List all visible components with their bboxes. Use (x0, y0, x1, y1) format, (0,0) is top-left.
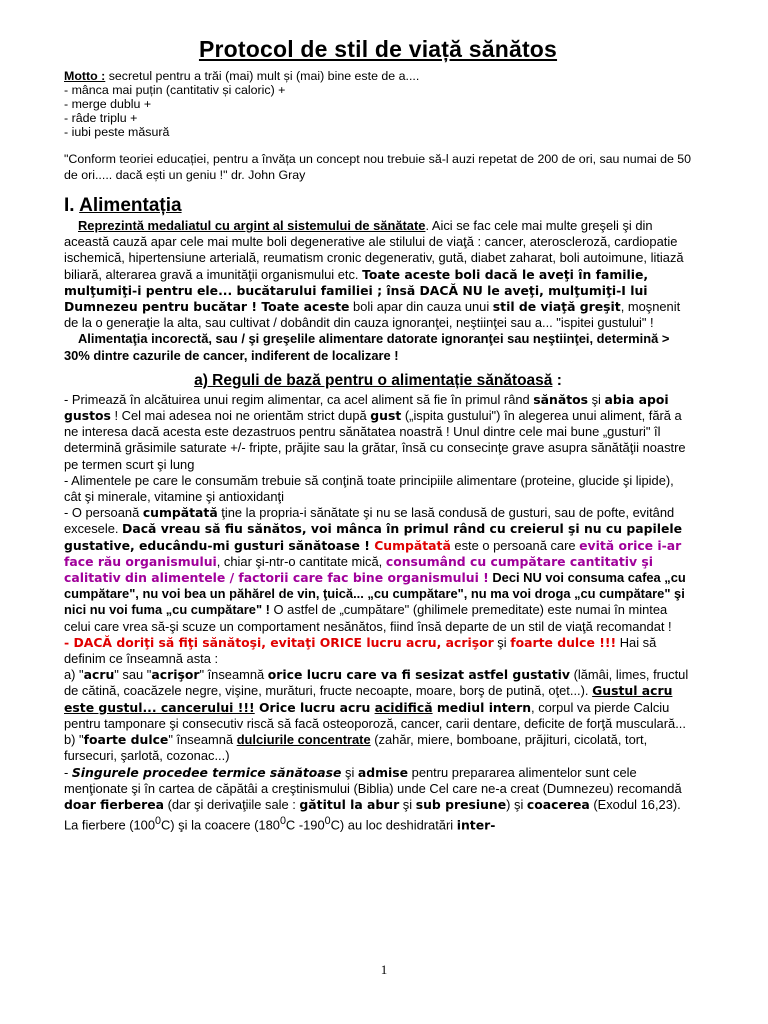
rule-bold: Orice lucru acru (254, 699, 375, 715)
rule-text: " înseamnă (199, 667, 268, 683)
rule-text: C) au loc deshidratări (330, 817, 457, 833)
rule-text: - (64, 764, 72, 780)
rule-paragraph (64, 635, 692, 667)
motto-text: secretul pentru a trăi (mai) mult și (mai) bine este de a.... (105, 69, 420, 83)
rule-text: (lămâi, limes, fructul de cătină, coacăzele negre, vişine, murături, fructe necoapte, moare, borş de putină, oţet...). (64, 667, 689, 699)
rule-bold: orice lucru care va fi sesizat astfel gustativ (267, 667, 570, 683)
rule-paragraph (64, 765, 692, 834)
section-intro-paragraph (64, 218, 692, 331)
rule-text: ţine la propria-i sănătate şi nu se lasă condusă de gusturi, sau de pofte, evitând excesele. (64, 505, 675, 537)
degree-superscript: 0 (155, 815, 161, 828)
intro-bold-statement: Toate aceste boli dacă le aveţi în familie, mulţumiţi-i pentru ele... bucătarului familiei ; însă DACĂ NU le aveţi, mulţumiţi-I lui Dumnezeu pentru bucătar ! Toate aceste (64, 266, 649, 315)
rule-purple-bold: consumând cu cumpătare cantitativ şi calitativ din alimentele / factorii care fac bine organismului ! (64, 553, 654, 586)
intro-text-2: boli apar din cauza unui (349, 299, 493, 315)
rule-text: şi (493, 634, 511, 650)
rule-text: şi (399, 796, 416, 812)
rule-bold: cumpătată (142, 505, 218, 521)
intro-bold-phrase: stil de viaţă greşit (492, 299, 621, 315)
rule-text: O astfel de „cumpătare" (ghilimele premeditate) este numai în mintea celui care vrea să-şi scuze un comportament nesănătos, fiind însă departe de un stil de viaţă recomandat ! (64, 602, 672, 634)
rule-bold: acrişor (151, 667, 200, 683)
rule-text: (zahăr, miere, bomboane, prăjituri, cicolată, tort, fursecuri, şarlotă, cozonac...) (64, 732, 648, 764)
rule-text: ! Cel mai adesea noi ne orientăm strict după (110, 408, 371, 424)
rule-text: - Primează în alcătuirea unui regim alimentar, ca acel aliment să fie în primul rând (64, 391, 534, 407)
motto-item: - mânca mai puțin (cantitativ și caloric) + (64, 83, 286, 97)
rule-text: " sau " (114, 667, 152, 683)
section-warning-paragraph: Alimentaţia incorectă, sau / şi greşelile alimentare datorate ignoranţei sau neştiinţei, determină > 30% dintre cazurile de cancer, indiferent de localizare ! (64, 331, 670, 363)
rule-bold: inter- (456, 817, 496, 833)
rule-text: - O persoană (64, 505, 143, 521)
rule-bold: admise (357, 764, 409, 780)
rule-text: (Exodul 16,23). La fierbere (100 (64, 796, 681, 833)
rule-bold: gătitul la abur (299, 796, 400, 812)
quote-paragraph: "Conform teoriei educației, pentru a învăța un concept nou trebuie să-l auzi repetat de 200 de ori, sau numai de 50 de ori..... dacă ești un geniu !" dr. John Gray (64, 152, 692, 182)
rule-bold-underlined: acidifică (374, 699, 433, 715)
section-title: Alimentația (79, 195, 182, 216)
rule-bold: coacerea (526, 796, 590, 812)
rule-text: (dar şi derivaţiile sale : (164, 796, 300, 812)
rule-text: a) " (64, 667, 84, 683)
rule-text: C -190 (285, 817, 325, 833)
rule-bold: gust (370, 408, 402, 424)
rule-bold-underlined: dulciurile concentrate (236, 732, 371, 748)
subsection-title: a) Reguli de bază pentru o alimentație sănătoasă (194, 371, 553, 389)
intro-highlight: Reprezintă medaliatul cu argint al sistemului de sănătate (78, 218, 426, 233)
rule-text: ) şi (506, 796, 527, 812)
rule-paragraph (64, 505, 692, 635)
subsection-colon: : (552, 371, 562, 389)
rule-bold: Deci NU voi consuma cafea „cu cumpătare", nu voi bea un păhărel de vin, ţuică... „cu cumpătare", nu ma voi droga „cu cumpătare" şi nici nu voi fuma „cu cumpătare" ! (64, 570, 686, 618)
rule-text: , chiar şi-ntr-o cantitate mică, (216, 553, 386, 569)
page-title: Protocol de stil de viață sănătos (198, 36, 558, 62)
page-number: 1 (380, 962, 388, 977)
rule-text: („ispita gustului") în alegerea unui aliment, fără a ne interesa dacă acesta este dezastruos pentru sănătatea noastră ! Unul dintre cele mai bune „gusturi" îl determină grăsimile saturate +/- fripte, prăjite sau la grătar, însă cu consecinţe grave asupra sănătăţii noastre pe termen scurt şi lung (64, 408, 686, 472)
rule-red-bold: foarte dulce !!! (510, 634, 617, 650)
rule-bold: foarte dulce (83, 732, 169, 748)
motto-label: Motto : (64, 69, 106, 83)
rule-text: pentru prepararea alimentelor sunt cele menţionate şi în cartea de căpătâi a creştinismului (Biblia) unde Cel care ne-a creat (Dumnezeu) recomandă (64, 764, 682, 796)
rule-bold: sănătos (533, 391, 589, 407)
rule-text: " înseamnă (168, 732, 237, 748)
rule-bold: sub presiune (415, 796, 507, 812)
degree-superscript: 0 (324, 815, 331, 828)
rule-purple-bold: evită orice i-ar face rău organismului (64, 537, 682, 569)
rule-paragraph: - Alimentele pe care le consumăm trebuie să conţină toate principiile alimentare (proteine, glucide şi lipide), cât şi minerale, vitamine şi antioxidanţi (64, 472, 674, 505)
motto-line (64, 69, 692, 83)
rule-red-bold: - DACĂ doriţi să fiţi sănătoşi, evitaţi ORICE lucru acru, acrişor (64, 634, 494, 650)
rule-bold: Dacă vreau să fiu sănătos, voi mânca în primul rând cu creierul şi nu cu papilele gustative, educându-mi gusturi sănătoase ! (64, 521, 683, 553)
rule-bold: acru (83, 667, 115, 683)
rule-paragraph (64, 392, 692, 473)
rule-text: şi (588, 391, 605, 407)
section-heading (64, 195, 692, 217)
rule-text: , corpul va pierde Calciu pentru tamponare şi consecutiv riscă să facă osteoporoză, cancer, carii dentare, deficite de forţă musculară... (64, 699, 686, 731)
rule-bold: doar fierberea (64, 796, 165, 812)
motto-item: - iubi peste măsură (64, 125, 170, 139)
intro-text-3: , moşnenit de la o generaţie la alta, sau cultivat / dobândit din cauza ignoranţei, neştiinţei sau a... "ispitei gustului" ! (64, 299, 681, 331)
section-number: I. (64, 195, 80, 216)
rule-paragraph (64, 732, 692, 764)
motto-item: - râde triplu + (64, 111, 138, 125)
motto-item: - merge dublu + (64, 97, 152, 111)
subsection-heading (64, 372, 692, 390)
degree-superscript: 0 (279, 815, 286, 828)
rule-text: şi (341, 764, 358, 780)
rule-red-bold: Cumpătată (369, 537, 451, 553)
rule-bold: mediul intern (432, 699, 532, 715)
rule-text: b) " (64, 732, 84, 748)
rule-text: este o persoană care (450, 537, 580, 553)
rule-text: Hai să definim ce înseamnă asta : (64, 634, 657, 667)
rule-bold: abia apoi gustos (64, 391, 669, 424)
rule-paragraph (64, 667, 692, 732)
rule-bold-underlined: Gustul acru este gustul... cancerului !!! (64, 683, 673, 715)
rule-text: C) şi la coacere (180 (161, 817, 280, 833)
rule-bold-italic: Singurele procedee termice sănătoase (71, 764, 342, 780)
intro-text: . Aici se fac cele mai multe greşeli şi din această cauză apar cele mai multe boli degenerative ale stilului de viaţă : cancer, ateroscleroză, cardiopatie ischemică, hipertensiune arterială, reumatism cronic degenerativ, gută, diabet zaharat, boli autoimune, litiază biliară, alterarea gravă a imunităţii organismului etc. (64, 218, 684, 282)
document-page (64, 36, 692, 834)
